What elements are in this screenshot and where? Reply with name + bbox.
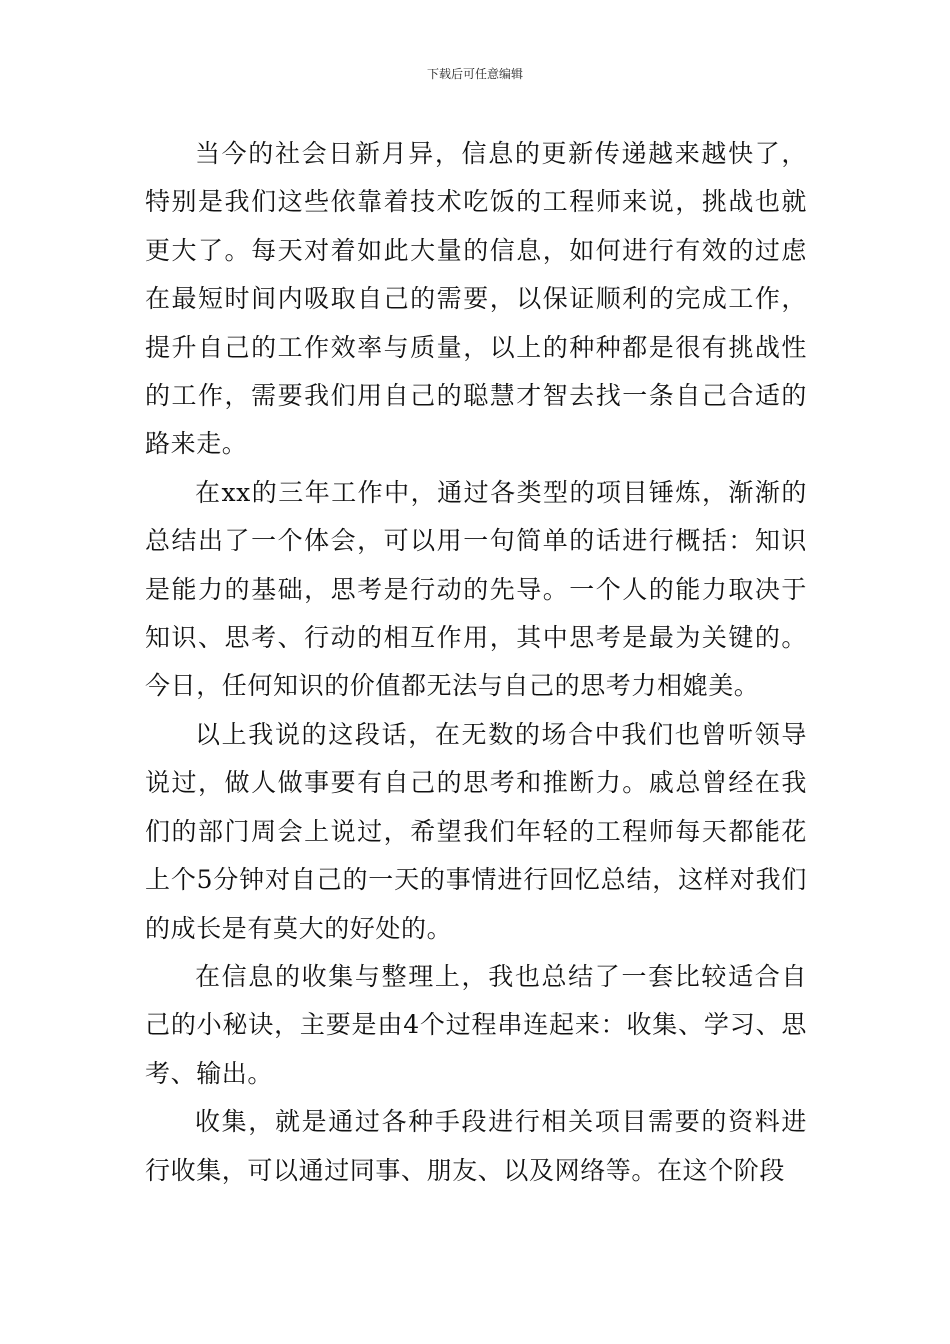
page-header: 下载后可任意编辑 bbox=[426, 67, 523, 81]
paragraph-1: 当今的社会日新月异，信息的更新传递越来越快了，特别是我们这些依靠着技术吃饭的工程师来说，挑战也就更大了。每天对着如此大量的信息，如何进行有效的过虑在最短时间内吸取自己的需要，以保证顺利的完成工作，提升自己的工作效率与质量，以上的种种都是很有挑战性的工作，需要我们用自己的聪慧才智去找一条自己合适的路来走。 bbox=[145, 139, 807, 459]
paragraph-4: 在信息的收集与整理上，我也总结了一套比较适合自己的小秘诀，主要是由4个过程串连起来：收集、学习、思考、输出。 bbox=[145, 961, 807, 1088]
document-body bbox=[145, 130, 807, 1195]
paragraph-2: 在xx的三年工作中，通过各类型的项目锤炼，渐渐的总结出了一个体会，可以用一句简单的话进行概括：知识是能力的基础，思考是行动的先导。一个人的能力取决于知识、思考、行动的相互作用，其中思考是最为关键的。今日，任何知识的价值都无法与自己的思考力相媲美。 bbox=[145, 477, 807, 701]
paragraph-3: 以上我说的这段话，在无数的场合中我们也曾听领导说过，做人做事要有自己的思考和推断力。戚总曾经在我们的部门周会上说过，希望我们年轻的工程师每天都能花上个5分钟对自己的一天的事情进行回忆总结，这样对我们的成长是有莫大的好处的。 bbox=[145, 719, 807, 943]
paragraph-5: 收集，就是通过各种手段进行相关项目需要的资料进行收集，可以通过同事、朋友、以及网络等。在这个阶段 bbox=[145, 1107, 807, 1185]
